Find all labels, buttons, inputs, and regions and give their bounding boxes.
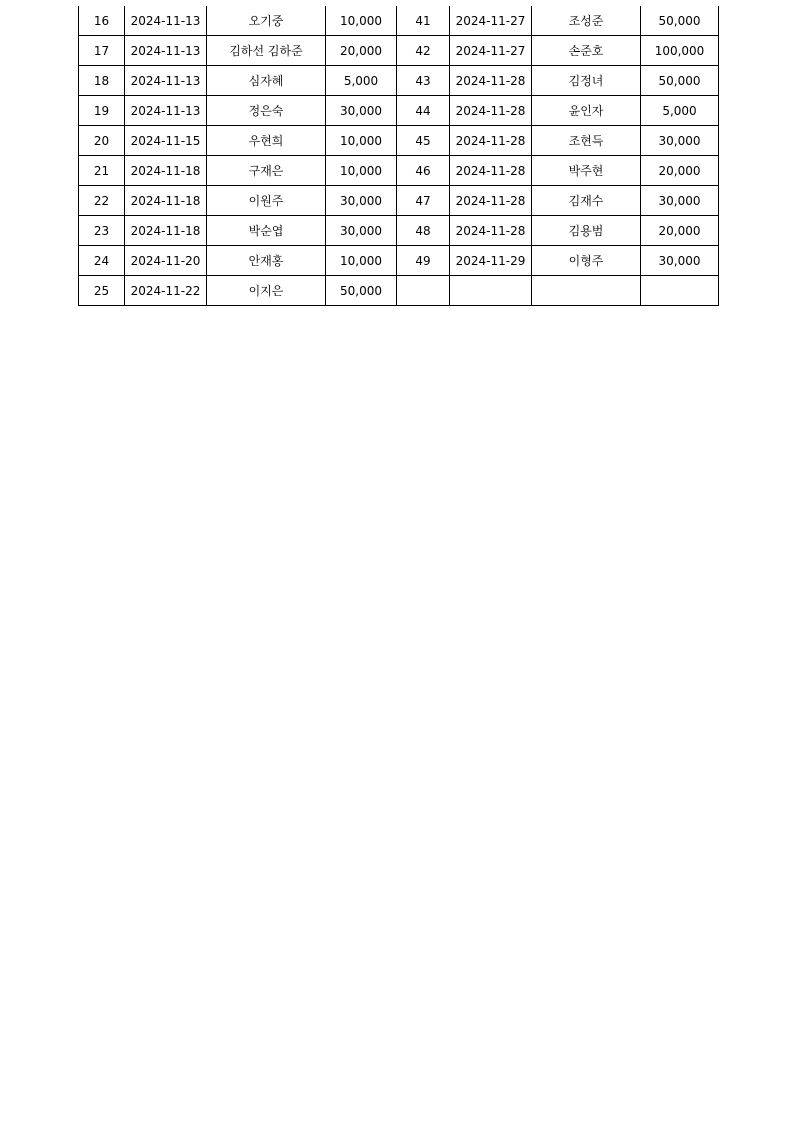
date-cell: 2024-11-22 <box>125 276 207 306</box>
row-number-cell: 43 <box>397 66 450 96</box>
donor-name-cell: 오기중 <box>207 6 326 36</box>
donor-name-cell: 정은숙 <box>207 96 326 126</box>
amount-cell: 30,000 <box>326 96 397 126</box>
amount-cell: 30,000 <box>641 126 719 156</box>
table-row <box>79 66 719 96</box>
donor-name-cell: 김재수 <box>532 186 641 216</box>
table-row <box>79 276 719 306</box>
row-number-cell: 16 <box>79 6 125 36</box>
amount-cell: 20,000 <box>326 36 397 66</box>
row-number-cell: 46 <box>397 156 450 186</box>
row-number-cell: 24 <box>79 246 125 276</box>
table-row <box>79 6 719 36</box>
donation-table <box>78 6 719 306</box>
row-number-cell: 42 <box>397 36 450 66</box>
amount-cell: 100,000 <box>641 36 719 66</box>
donor-name-cell: 안재홍 <box>207 246 326 276</box>
donor-name-cell: 박주현 <box>532 156 641 186</box>
amount-cell: 20,000 <box>641 216 719 246</box>
date-cell: 2024-11-18 <box>125 156 207 186</box>
table-row <box>79 216 719 246</box>
row-number-cell: 25 <box>79 276 125 306</box>
table-row <box>79 36 719 66</box>
amount-cell: 30,000 <box>326 216 397 246</box>
row-number-cell: 23 <box>79 216 125 246</box>
table-row <box>79 156 719 186</box>
date-cell: 2024-11-28 <box>450 216 532 246</box>
date-cell: 2024-11-18 <box>125 186 207 216</box>
amount-cell: 10,000 <box>326 156 397 186</box>
date-cell: 2024-11-18 <box>125 216 207 246</box>
table-row <box>79 126 719 156</box>
amount-cell: 10,000 <box>326 6 397 36</box>
table-row <box>79 96 719 126</box>
donor-name-cell: 윤인자 <box>532 96 641 126</box>
donor-name-cell: 이원주 <box>207 186 326 216</box>
date-cell: 2024-11-27 <box>450 36 532 66</box>
donor-name-cell <box>532 276 641 306</box>
row-number-cell: 18 <box>79 66 125 96</box>
donor-name-cell: 박순엽 <box>207 216 326 246</box>
row-number-cell: 21 <box>79 156 125 186</box>
date-cell: 2024-11-13 <box>125 66 207 96</box>
donor-name-cell: 김용범 <box>532 216 641 246</box>
donor-name-cell: 이형주 <box>532 246 641 276</box>
donor-name-cell: 우현희 <box>207 126 326 156</box>
amount-cell: 50,000 <box>641 66 719 96</box>
date-cell: 2024-11-28 <box>450 126 532 156</box>
row-number-cell: 44 <box>397 96 450 126</box>
donor-name-cell: 조현득 <box>532 126 641 156</box>
date-cell <box>450 276 532 306</box>
donor-name-cell: 심자혜 <box>207 66 326 96</box>
date-cell: 2024-11-13 <box>125 96 207 126</box>
date-cell: 2024-11-13 <box>125 36 207 66</box>
amount-cell <box>641 276 719 306</box>
date-cell: 2024-11-20 <box>125 246 207 276</box>
row-number-cell: 45 <box>397 126 450 156</box>
donor-name-cell: 김정녀 <box>532 66 641 96</box>
date-cell: 2024-11-15 <box>125 126 207 156</box>
amount-cell: 30,000 <box>326 186 397 216</box>
row-number-cell: 47 <box>397 186 450 216</box>
row-number-cell: 19 <box>79 96 125 126</box>
row-number-cell: 17 <box>79 36 125 66</box>
amount-cell: 10,000 <box>326 246 397 276</box>
row-number-cell: 22 <box>79 186 125 216</box>
donor-name-cell: 이지은 <box>207 276 326 306</box>
row-number-cell: 41 <box>397 6 450 36</box>
date-cell: 2024-11-28 <box>450 66 532 96</box>
table-row <box>79 246 719 276</box>
table-row <box>79 186 719 216</box>
amount-cell: 30,000 <box>641 246 719 276</box>
date-cell: 2024-11-13 <box>125 6 207 36</box>
date-cell: 2024-11-28 <box>450 96 532 126</box>
date-cell: 2024-11-29 <box>450 246 532 276</box>
amount-cell: 5,000 <box>326 66 397 96</box>
row-number-cell: 49 <box>397 246 450 276</box>
amount-cell: 30,000 <box>641 186 719 216</box>
date-cell: 2024-11-28 <box>450 186 532 216</box>
donor-name-cell: 조성준 <box>532 6 641 36</box>
donor-name-cell: 김하선 김하준 <box>207 36 326 66</box>
donor-name-cell: 손준호 <box>532 36 641 66</box>
row-number-cell <box>397 276 450 306</box>
donor-name-cell: 구재은 <box>207 156 326 186</box>
amount-cell: 20,000 <box>641 156 719 186</box>
amount-cell: 50,000 <box>326 276 397 306</box>
row-number-cell: 20 <box>79 126 125 156</box>
amount-cell: 10,000 <box>326 126 397 156</box>
row-number-cell: 48 <box>397 216 450 246</box>
date-cell: 2024-11-27 <box>450 6 532 36</box>
amount-cell: 5,000 <box>641 96 719 126</box>
date-cell: 2024-11-28 <box>450 156 532 186</box>
amount-cell: 50,000 <box>641 6 719 36</box>
